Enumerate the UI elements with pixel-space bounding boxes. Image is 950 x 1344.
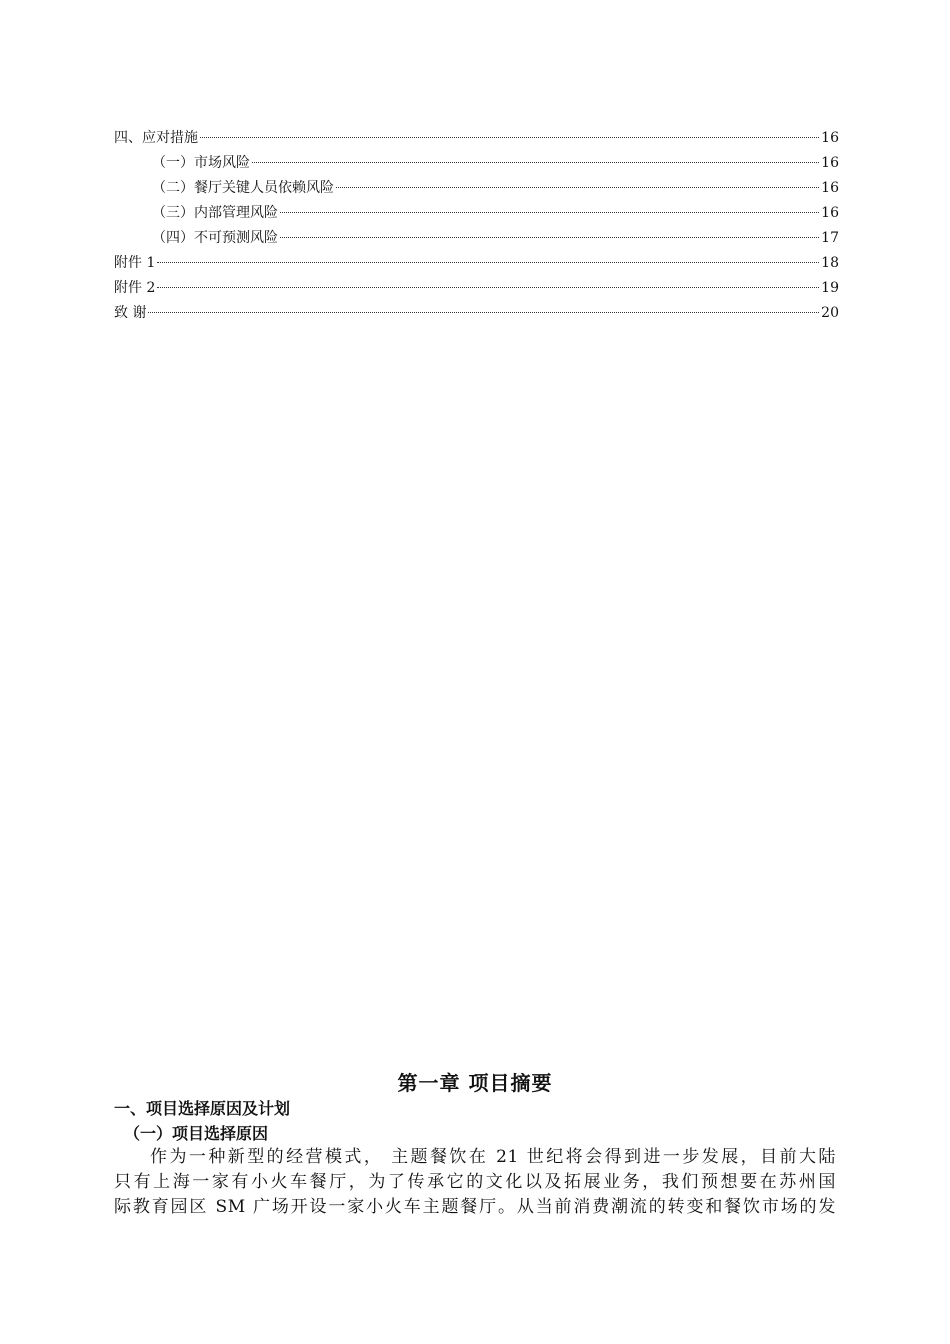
toc-page-number: 18	[821, 255, 839, 271]
toc-dot-leader	[157, 287, 819, 288]
toc-page-number: 16	[821, 205, 839, 221]
toc-dot-leader	[280, 212, 819, 213]
toc-dot-leader	[200, 137, 819, 138]
toc-entry[interactable]	[114, 301, 839, 326]
toc-dot-leader	[336, 187, 819, 188]
table-of-contents	[114, 126, 839, 326]
toc-dot-leader	[157, 262, 819, 263]
toc-page-number: 16	[821, 180, 839, 196]
toc-entry-label: 附件 2	[114, 280, 156, 296]
toc-entry-label: （二）餐厅关键人员依赖风险	[152, 180, 334, 196]
body-paragraph	[114, 1145, 836, 1220]
toc-dot-leader	[148, 312, 819, 313]
section-heading: 一、项目选择原因及计划	[114, 1099, 291, 1118]
toc-page-number: 17	[821, 230, 839, 246]
toc-page-number: 19	[821, 280, 839, 296]
paragraph-line: 作为一种新型的经营模式， 主题餐饮在 21 世纪将会得到进一步发展，目前大陆	[150, 1147, 836, 1167]
toc-entry-label: （一）市场风险	[152, 155, 250, 171]
toc-entry-label: 致 谢	[114, 305, 147, 321]
subsection-heading: （一）项目选择原因	[124, 1124, 269, 1143]
chapter-title: 第一章 项目摘要	[397, 1071, 553, 1095]
toc-entry-label: 四、应对措施	[114, 130, 198, 146]
toc-entry[interactable]	[114, 151, 839, 176]
toc-page-number: 16	[821, 130, 839, 146]
toc-entry[interactable]	[114, 201, 839, 226]
toc-entry[interactable]	[114, 126, 839, 151]
toc-entry-label: 附件 1	[114, 255, 156, 271]
paragraph-line: 际教育园区 SM 广场开设一家小火车主题餐厅。从当前消费潮流的转变和餐饮市场的发	[114, 1197, 836, 1217]
toc-page-number: 16	[821, 155, 839, 171]
toc-dot-leader	[280, 237, 819, 238]
toc-entry[interactable]	[114, 276, 839, 301]
toc-entry[interactable]	[114, 226, 839, 251]
toc-page-number: 20	[821, 305, 839, 321]
toc-entry[interactable]	[114, 176, 839, 201]
paragraph-line: 只有上海一家有小火车餐厅，为了传承它的文化以及拓展业务，我们预想要在苏州国	[114, 1172, 836, 1192]
toc-entry-label: （四）不可预测风险	[152, 230, 278, 246]
toc-entry-label: （三）内部管理风险	[152, 205, 278, 221]
toc-dot-leader	[252, 162, 819, 163]
toc-entry[interactable]	[114, 251, 839, 276]
